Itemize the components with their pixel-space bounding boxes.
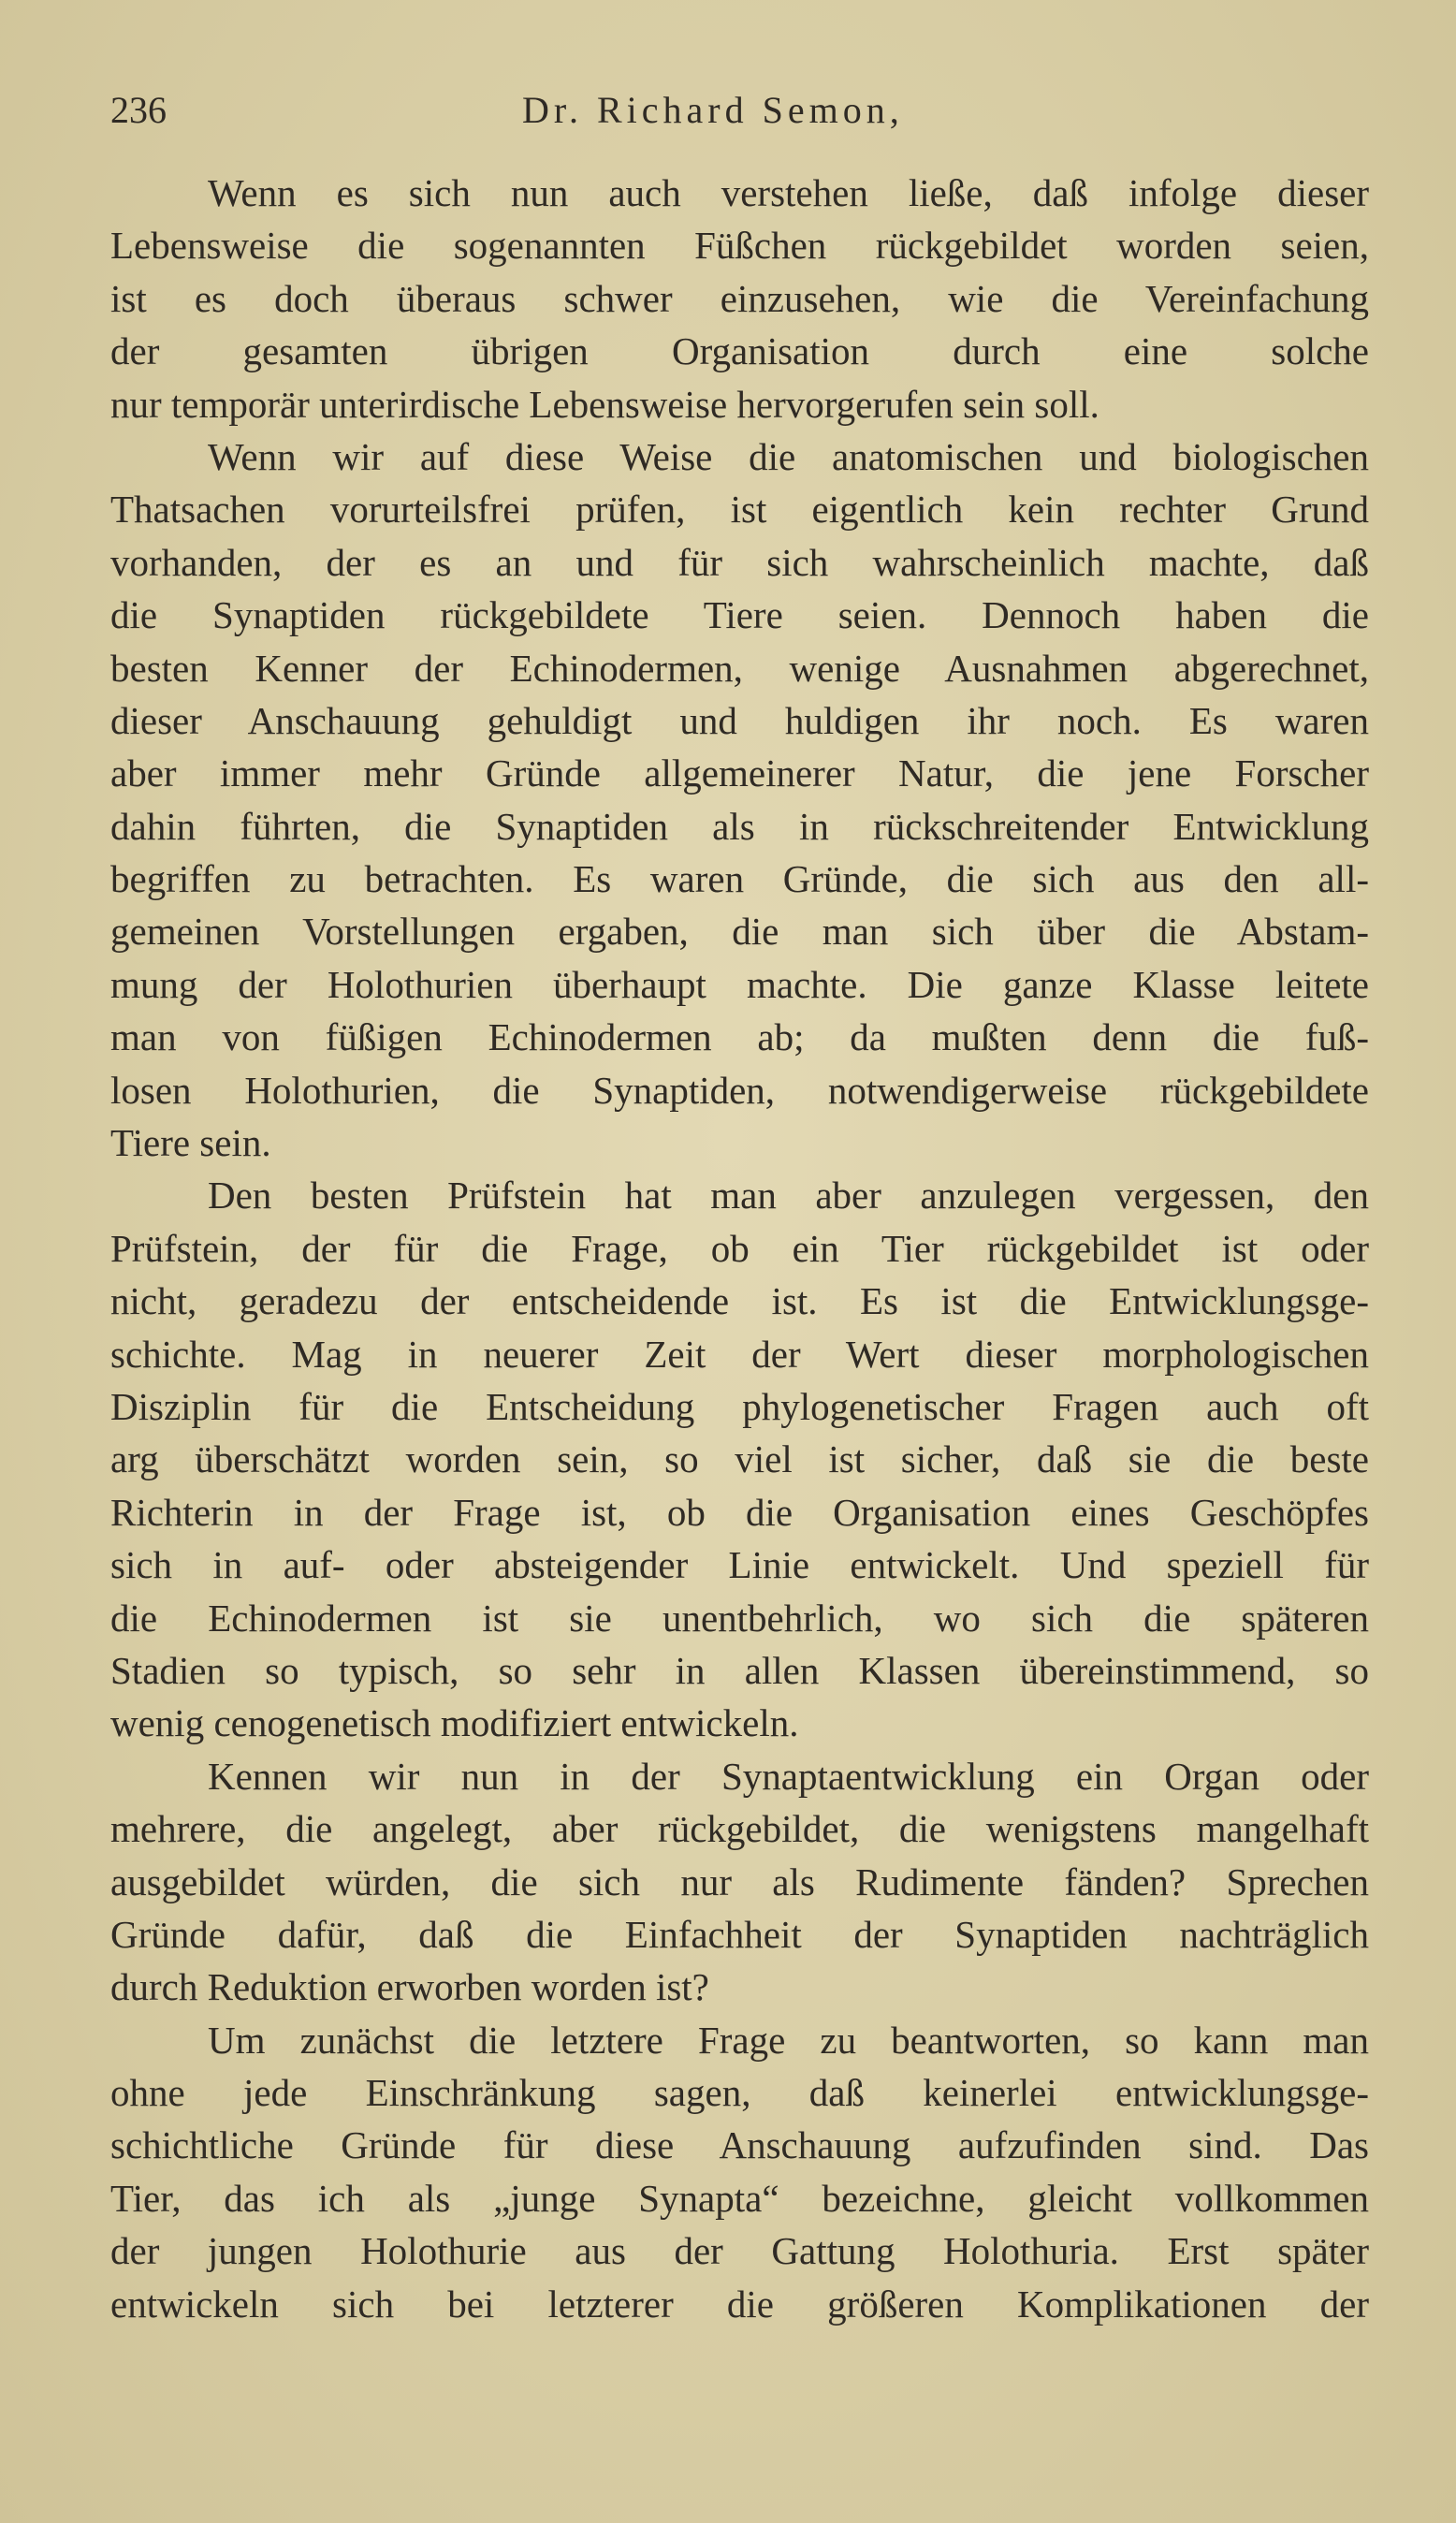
text-line: Um zunächst die letztere Frage zu beantworten, so kann man bbox=[208, 2018, 1369, 2062]
text-line: gemeinen Vorstellungen ergaben, die man sich über die Abstam- bbox=[110, 910, 1369, 954]
text-line: Kennen wir nun in der Synaptaentwicklung ein Organ oder bbox=[208, 1754, 1369, 1798]
text-line: der gesamten übrigen Organisation durch eine solche bbox=[110, 329, 1369, 373]
text-line: nicht, geradezu der entscheidende ist. Es ist die Entwicklungsge- bbox=[110, 1279, 1369, 1323]
text-line: die Echinodermen ist sie unentbehrlich, wo sich die späteren bbox=[110, 1596, 1369, 1640]
text-line: nur temporär unterirdische Lebensweise hervorgerufen sein soll. bbox=[110, 382, 1099, 426]
text-line: schichte. Mag in neuerer Zeit der Wert dieser morphologischen bbox=[110, 1332, 1369, 1376]
text-line: der jungen Holothurie aus der Gattung Holothuria. Erst später bbox=[110, 2229, 1369, 2273]
text-line: Tiere sein. bbox=[110, 1121, 271, 1165]
text-line: besten Kenner der Echinodermen, wenige Ausnahmen abgerechnet, bbox=[110, 646, 1369, 690]
text-line: Wenn wir auf diese Weise die anatomischen und biologischen bbox=[208, 434, 1369, 478]
text-line: vorhanden, der es an und für sich wahrscheinlich machte, daß bbox=[110, 540, 1369, 584]
page-number: 236 bbox=[110, 89, 167, 131]
text-line: mehrere, die angelegt, aber rückgebildet, die wenigstens mangelhaft bbox=[110, 1807, 1369, 1851]
text-line: Den besten Prüfstein hat man aber anzulegen vergessen, den bbox=[208, 1174, 1369, 1218]
text-line: dieser Anschauung gehuldigt und huldigen ihr noch. Es waren bbox=[110, 698, 1369, 742]
text-line: Gründe dafür, daß die Einfachheit der Synaptiden nachträglich bbox=[110, 1912, 1369, 1956]
text-line: dahin führten, die Synaptiden als in rückschreitender Entwicklung bbox=[110, 804, 1369, 848]
text-line: losen Holothurien, die Synaptiden, notwendigerweise rückgebildete bbox=[110, 1068, 1369, 1112]
text-line: Thatsachen vorurteilsfrei prüfen, ist eigentlich kein rechter Grund bbox=[110, 488, 1369, 532]
text-line: Richterin in der Frage ist, ob die Organisation eines Geschöpfes bbox=[110, 1490, 1369, 1534]
text-line: Stadien so typisch, so sehr in allen Klassen übereinstimmend, so bbox=[110, 1648, 1369, 1692]
text-line: mung der Holothurien überhaupt machte. Die ganze Klasse leitete bbox=[110, 962, 1369, 1006]
text-line: die Synaptiden rückgebildete Tiere seien. Dennoch haben die bbox=[110, 593, 1369, 637]
text-line: begriffen zu betrachten. Es waren Gründe, die sich aus den all- bbox=[110, 857, 1369, 901]
text-line: man von füßigen Echinodermen ab; da mußten denn die fuß- bbox=[110, 1015, 1369, 1059]
page-header bbox=[110, 82, 1364, 139]
running-head: Dr. Richard Semon, bbox=[522, 89, 904, 131]
text-line: sich in auf- oder absteigender Linie entwickelt. Und speziell für bbox=[110, 1543, 1369, 1587]
text-line: Tier, das ich als „junge Synapta“ bezeichne, gleicht vollkommen bbox=[110, 2176, 1369, 2220]
text-line: Disziplin für die Entscheidung phylogenetischer Fragen auch oft bbox=[110, 1384, 1369, 1428]
text-line: Lebensweise die sogenannten Füßchen rückgebildet worden seien, bbox=[110, 224, 1369, 268]
text-line: ausgebildet würden, die sich nur als Rudimente fänden? Sprechen bbox=[110, 1859, 1369, 1903]
text-line: schichtliche Gründe für diese Anschauung aufzufinden sind. Das bbox=[110, 2123, 1369, 2167]
text-line: aber immer mehr Gründe allgemeinerer Natur, die jene Forscher bbox=[110, 751, 1369, 795]
text-line: wenig cenogenetisch modifiziert entwickeln. bbox=[110, 1701, 799, 1745]
body-text bbox=[110, 167, 1369, 2330]
text-line: durch Reduktion erworben worden ist? bbox=[110, 1965, 709, 2009]
text-line: Prüfstein, der für die Frage, ob ein Tier rückgebildet ist oder bbox=[110, 1226, 1369, 1270]
text-line: Wenn es sich nun auch verstehen ließe, daß infolge dieser bbox=[208, 171, 1369, 214]
text-line: entwickeln sich bei letzterer die größeren Komplikationen der bbox=[110, 2282, 1369, 2326]
text-line: ohne jede Einschränkung sagen, daß keinerlei entwicklungsge- bbox=[110, 2071, 1369, 2115]
text-line: ist es doch überaus schwer einzusehen, wie die Vereinfachung bbox=[110, 276, 1369, 320]
text-line: arg überschätzt worden sein, so viel ist sicher, daß sie die beste bbox=[110, 1437, 1369, 1481]
